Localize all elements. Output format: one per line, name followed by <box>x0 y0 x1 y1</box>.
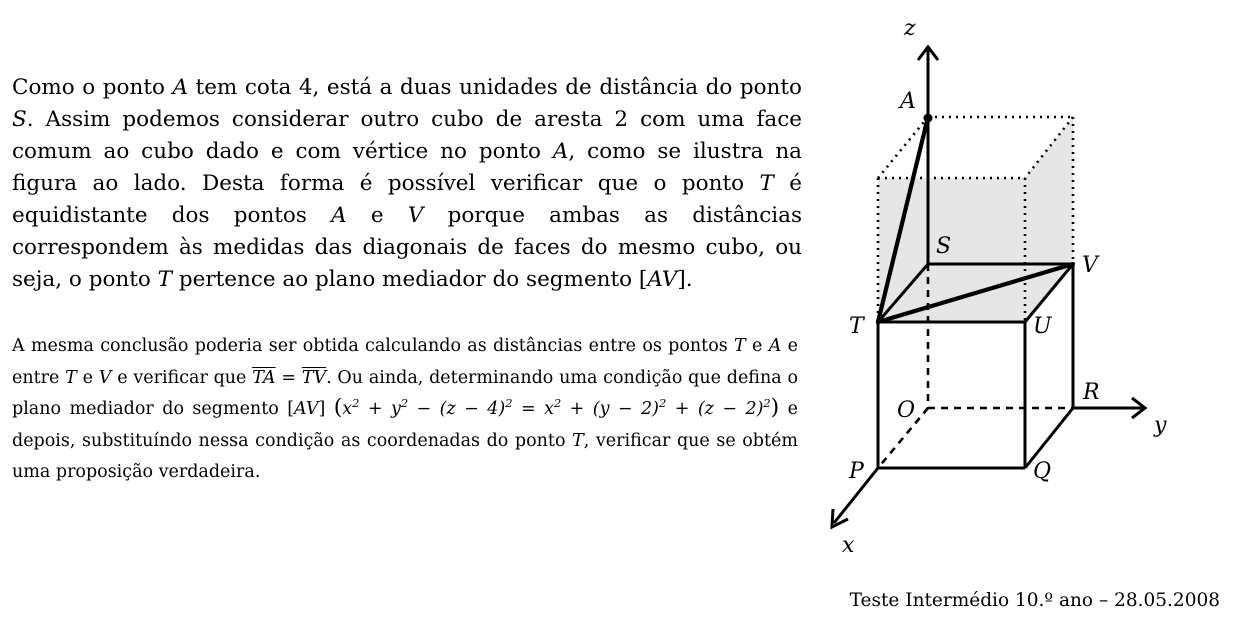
text-run: ] <box>318 399 334 419</box>
exponent: 2 <box>352 396 360 411</box>
text-run: Como o ponto <box>12 75 173 100</box>
formula-part: + y <box>359 399 401 419</box>
text-run: e <box>745 336 769 356</box>
formula-close-paren: ) <box>770 395 780 420</box>
alternative-paragraph <box>12 331 798 489</box>
math-T: T <box>65 367 77 388</box>
label-z: z <box>904 16 916 41</box>
label-Q: Q <box>1033 459 1052 484</box>
text-run: ]. <box>677 267 693 292</box>
math-AV: AV <box>647 267 678 292</box>
distance-TV: $\overline{TV}$ <box>301 367 327 388</box>
text-run: . Assim podemos considerar outro cubo de aresta 2 com uma face comum ao cubo dado e com vértice no ponto <box>12 107 802 164</box>
text-run: A mesma conclusão poderia ser obtida calculando as distâncias entre os pontos <box>12 336 735 356</box>
plane-equation <box>342 396 771 419</box>
label-T: T <box>849 314 864 339</box>
label-R: R <box>1083 380 1100 405</box>
exponent: 2 <box>659 396 667 411</box>
formula-open-paren: ( <box>333 395 343 420</box>
text-run: , como se ilustra na figura ao lado. Desta forma é possível verificar que o ponto <box>12 139 802 196</box>
equals-sign: = <box>275 367 302 388</box>
label-V: V <box>1082 253 1098 278</box>
point-A <box>924 114 933 123</box>
formula-part: + (y − 2) <box>561 399 660 419</box>
math-V: V <box>98 367 112 388</box>
label-A: A <box>900 89 916 114</box>
label-O: O <box>897 398 916 423</box>
exponent: 2 <box>505 396 513 411</box>
explanation-paragraph <box>12 72 802 296</box>
formula-part: x <box>342 399 353 419</box>
exponent: 2 <box>553 396 562 411</box>
exponent: 2 <box>763 396 771 411</box>
math-S: S <box>12 107 27 132</box>
text-run: pertence ao plano mediador do segmento [ <box>172 267 648 292</box>
math-T: T <box>572 430 584 451</box>
math-AV: AV <box>294 399 319 419</box>
text-run: e <box>76 367 99 388</box>
math-A: A <box>552 139 569 164</box>
distance-TA: $\overline{TA}$ <box>252 367 276 388</box>
label-S: S <box>936 234 952 259</box>
formula-part: + (z − 2) <box>666 399 764 419</box>
text-run: porque ambas as distâncias correspondem às medidas das diagonais de faces do mesmo cubo, ou seja, o ponto <box>12 203 802 292</box>
text-run: e verificar que <box>111 367 253 388</box>
math-A: A <box>172 75 188 100</box>
label-y: y <box>1154 413 1167 438</box>
text-run: tem cota 4, está a duas unidades de distância do ponto <box>188 75 802 100</box>
x-axis-arrow <box>832 509 848 527</box>
text-run: . Ou ainda, determinando uma condição que defina o plano mediador do segmento [ <box>12 367 798 419</box>
math-A: A <box>331 203 347 228</box>
math-T: T <box>157 267 173 292</box>
text-run: e <box>346 203 408 228</box>
footer-source: Teste Intermédio 10.º ano – 28.05.2008 <box>849 590 1220 611</box>
label-P: P <box>849 459 864 484</box>
math-A: A <box>768 336 782 356</box>
text-run: e depois, substituíndo nessa condição as coordenadas do ponto <box>12 399 798 451</box>
label-U: U <box>1033 314 1052 339</box>
exponent: 2 <box>400 396 409 411</box>
formula-part: = x <box>512 399 554 419</box>
cube-figure <box>820 10 1200 570</box>
label-x: x <box>842 533 855 558</box>
text-run: e entre <box>12 336 798 388</box>
math-T: T <box>759 171 774 196</box>
math-V: V <box>407 203 424 228</box>
formula-part: − (z − 4) <box>408 399 506 419</box>
text-run: é equidistante dos pontos <box>12 171 803 228</box>
math-T: T <box>734 336 746 356</box>
text-run: , verificar que se obtém uma proposição verdadeira. <box>12 430 798 482</box>
